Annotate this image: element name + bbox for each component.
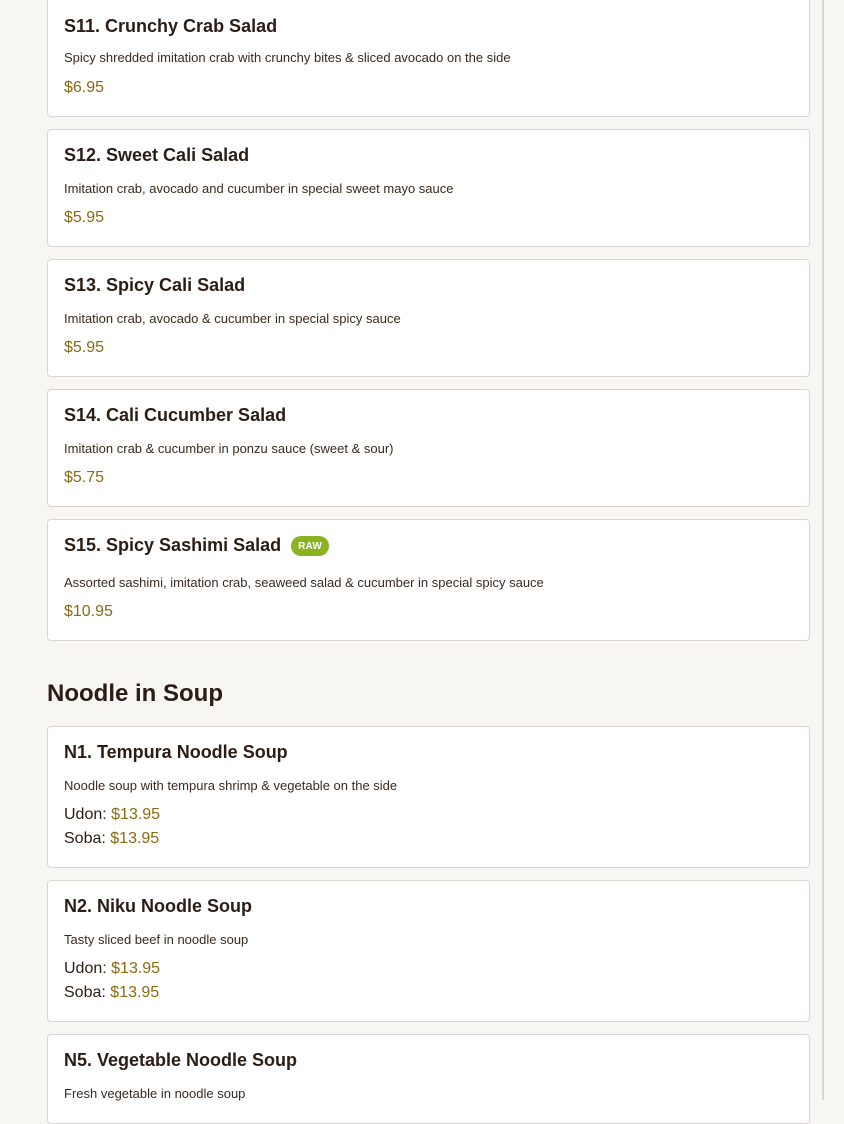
price-value: $13.95 bbox=[111, 960, 161, 977]
menu-item-description: Imitation crab, avocado & cucumber in special spicy sauce bbox=[64, 311, 401, 326]
menu-item-price: $10.95 bbox=[64, 603, 113, 620]
price-label: Soba: bbox=[64, 984, 111, 1001]
raw-badge: RAW bbox=[291, 536, 329, 556]
menu-item-card[interactable] bbox=[47, 726, 810, 868]
menu-item-name: S12. Sweet Cali Salad bbox=[64, 145, 250, 165]
menu-item-card[interactable] bbox=[47, 129, 810, 247]
price-line-udon bbox=[64, 960, 160, 978]
menu-item-description: Spicy shredded imitation crab with crunchy bites & sliced avocado on the side bbox=[64, 50, 511, 65]
menu-item-name: N5. Vegetable Noodle Soup bbox=[64, 1050, 298, 1070]
menu-item-card[interactable] bbox=[47, 519, 810, 641]
menu-item-price: $5.75 bbox=[64, 469, 105, 486]
price-label: Udon: bbox=[64, 960, 112, 977]
price-line-udon bbox=[64, 806, 160, 824]
menu-item-price: $6.95 bbox=[64, 79, 105, 96]
menu-item-card[interactable] bbox=[47, 259, 810, 377]
price-value: $13.95 bbox=[110, 830, 160, 847]
menu-item-description: Assorted sashimi, imitation crab, seaweed salad & cucumber in special spicy sauce bbox=[64, 575, 544, 590]
menu-item-card[interactable] bbox=[47, 880, 810, 1022]
menu-item-price: $5.95 bbox=[64, 209, 105, 226]
price-line-soba bbox=[64, 984, 159, 1002]
menu-item-description: Imitation crab, avocado and cucumber in special sweet mayo sauce bbox=[64, 181, 454, 196]
menu-item-card[interactable] bbox=[47, 389, 810, 507]
price-value: $13.95 bbox=[110, 984, 160, 1001]
menu-item-description: Fresh vegetable in noodle soup bbox=[64, 1086, 246, 1101]
menu-item-name: S11. Crunchy Crab Salad bbox=[64, 16, 278, 36]
menu-item-name: S14. Cali Cucumber Salad bbox=[64, 405, 287, 425]
menu-item-card[interactable] bbox=[47, 1034, 810, 1124]
menu-item-price: $5.95 bbox=[64, 339, 105, 356]
menu-item-description: Imitation crab & cucumber in ponzu sauce (sweet & sour) bbox=[64, 441, 394, 456]
menu-item-name: S13. Spicy Cali Salad bbox=[64, 275, 246, 295]
section-title: Noodle in Soup bbox=[47, 680, 223, 707]
menu-item-name bbox=[64, 535, 329, 556]
menu-item-description: Noodle soup with tempura shrimp & vegetable on the side bbox=[64, 778, 398, 793]
price-value: $13.95 bbox=[111, 806, 161, 823]
menu-item-name: N1. Tempura Noodle Soup bbox=[64, 742, 288, 762]
price-line-soba bbox=[64, 830, 159, 848]
price-label: Soba: bbox=[64, 830, 111, 847]
menu-item-description: Tasty sliced beef in noodle soup bbox=[64, 932, 249, 947]
menu-item-name-text: S15. Spicy Sashimi Salad bbox=[64, 535, 282, 555]
menu-item-name: N2. Niku Noodle Soup bbox=[64, 896, 253, 916]
price-label: Udon: bbox=[64, 806, 112, 823]
menu-item-card[interactable] bbox=[47, 0, 810, 117]
